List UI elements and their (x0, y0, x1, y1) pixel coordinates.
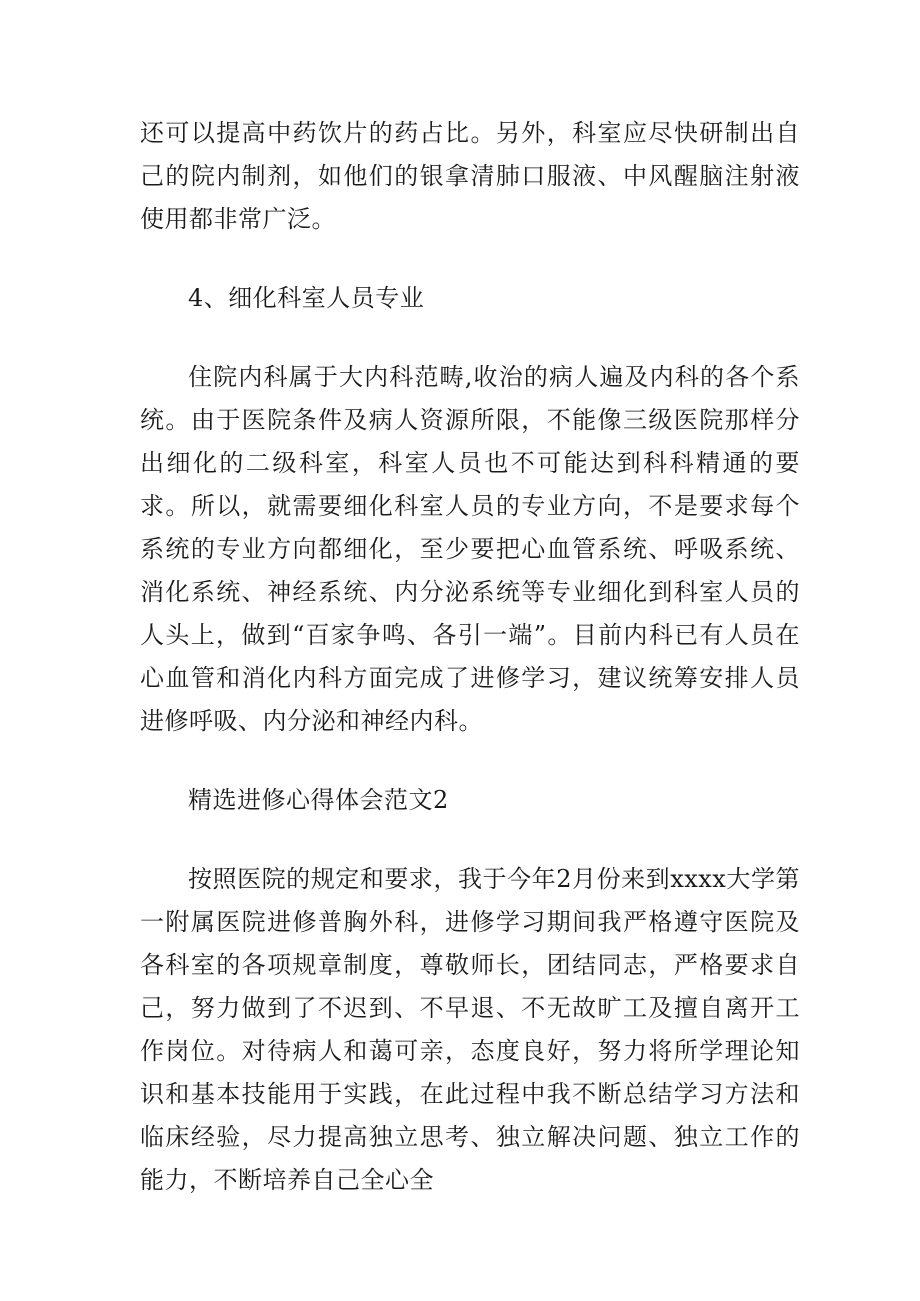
section-heading-specialization: 4、细化科室人员专业 (188, 284, 425, 312)
document-page (140, 112, 800, 1202)
paragraph-specialization: 住院内科属于大内科范畴,收治的病人遍及内科的各个系统。由于医院条件及病人资源所限，不能像三级医院那样分出细化的二级科室，科室人员也不可能达到科科精通的要求。所以，就需要细化科室人员的专业方向，不是要求每个系统的专业方向都细化，至少要把心血管系统、呼吸系统、消化系统、神经系统、内分泌系统等专业细化到科室人员的人头上，做到“百家争鸣、各引一端”。目前内科已有人员在心血管和消化内科方面完成了进修学习，建议统筹安排人员进修呼吸、内分泌和神经内科。 (140, 363, 800, 735)
section-heading-sample-2: 精选进修心得体会范文2 (188, 786, 449, 814)
paragraph-training-experience: 按照医院的规定和要求，我于今年2月份来到xxxx大学第一附属医院进修普胸外科，进修学习期间我严格遵守医院及各科室的各项规章制度，尊敬师长，团结同志，严格要求自己，努力做到了不迟到、不早退、不无故旷工及擅自离开工作岗位。对待病人和蔼可亲，态度良好，努力将所学理论知识和基本技能用于实践，在此过程中我不断总结学习方法和临床经验，尽力提高独立思考、独立解决问题、独立工作的能力，不断培养自己全心全 (140, 865, 800, 1194)
paragraph-herbal-prescriptions: 还可以提高中药饮片的药占比。另外，科室应尽快研制出自己的院内制剂，如他们的银拿清肺口服液、中风醒脑注射液使用都非常广泛。 (140, 119, 800, 233)
